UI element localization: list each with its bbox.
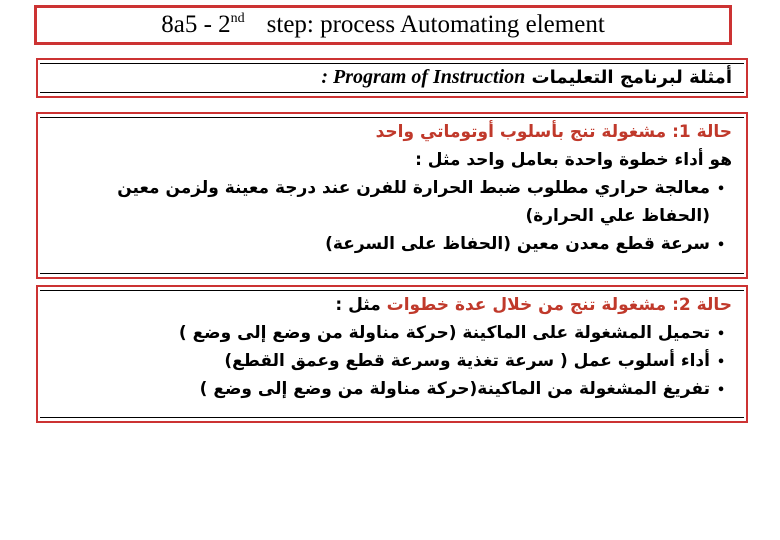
case2-label: حالة 2: [672,295,732,315]
program-line [321,65,732,90]
case2-bullet-2-text: أداء أسلوب عمل ( سرعة تغذية وسرعة قطع وعمق القطع) [224,351,710,371]
title-prefix: 8a5 - 2nd [161,11,245,38]
case1-heading-line [376,120,732,144]
case1-bullet-1 [117,176,732,202]
case1-box [36,112,748,279]
bullet-icon: • [716,327,726,342]
bullet-icon: • [716,182,726,197]
case2-heading: مشغولة تنج من خلال عدة خطوات [386,295,667,315]
case2-bullet-3 [200,377,732,403]
case1-bullet-1-text: معالجة حراري مطلوب ضبط الحرارة للفرن عند درجة معينة ولزمن معين [117,178,710,198]
title-rest: step: process Automating element [266,11,605,38]
case1-bullet-1-continuation: (الحفاظ علي الحرارة) [525,206,710,226]
case1-intro: هو أداء خطوة واحدة بعامل واحد مثل : [415,150,732,170]
program-arabic: أمثلة لبرنامج التعليمات [531,67,732,88]
title-superscript: nd [230,11,245,26]
case2-heading-line [335,293,732,317]
bullet-icon: • [716,355,726,370]
case2-bullet-3-text: تفريغ المشغولة من الماكينة(حركة مناولة من وضع إلى وضع ) [199,379,710,399]
program-box [36,58,748,98]
bullet-icon: • [716,383,726,398]
case2-box [36,285,748,423]
case1-bullet-2-text: سرعة قطع معدن معين (الحفاظ على السرعة) [325,234,710,254]
case2-bullet-2 [224,349,732,375]
case1-label: حالة 1: [672,122,732,142]
program-english: : Program of Instruction [321,66,526,88]
case2-bullet-1-text: تحميل المشغولة على الماكينة (حركة مناولة من وضع إلى وضع ) [178,323,710,343]
case1-bullet-2 [325,232,732,258]
bullet-icon: • [716,238,726,253]
case2-heading-tail: مثل : [335,295,381,315]
case1-heading: مشغولة تنج بأسلوب أوتوماتي واحد [375,122,667,142]
slide-title [34,5,732,45]
case2-bullet-1 [179,321,732,347]
